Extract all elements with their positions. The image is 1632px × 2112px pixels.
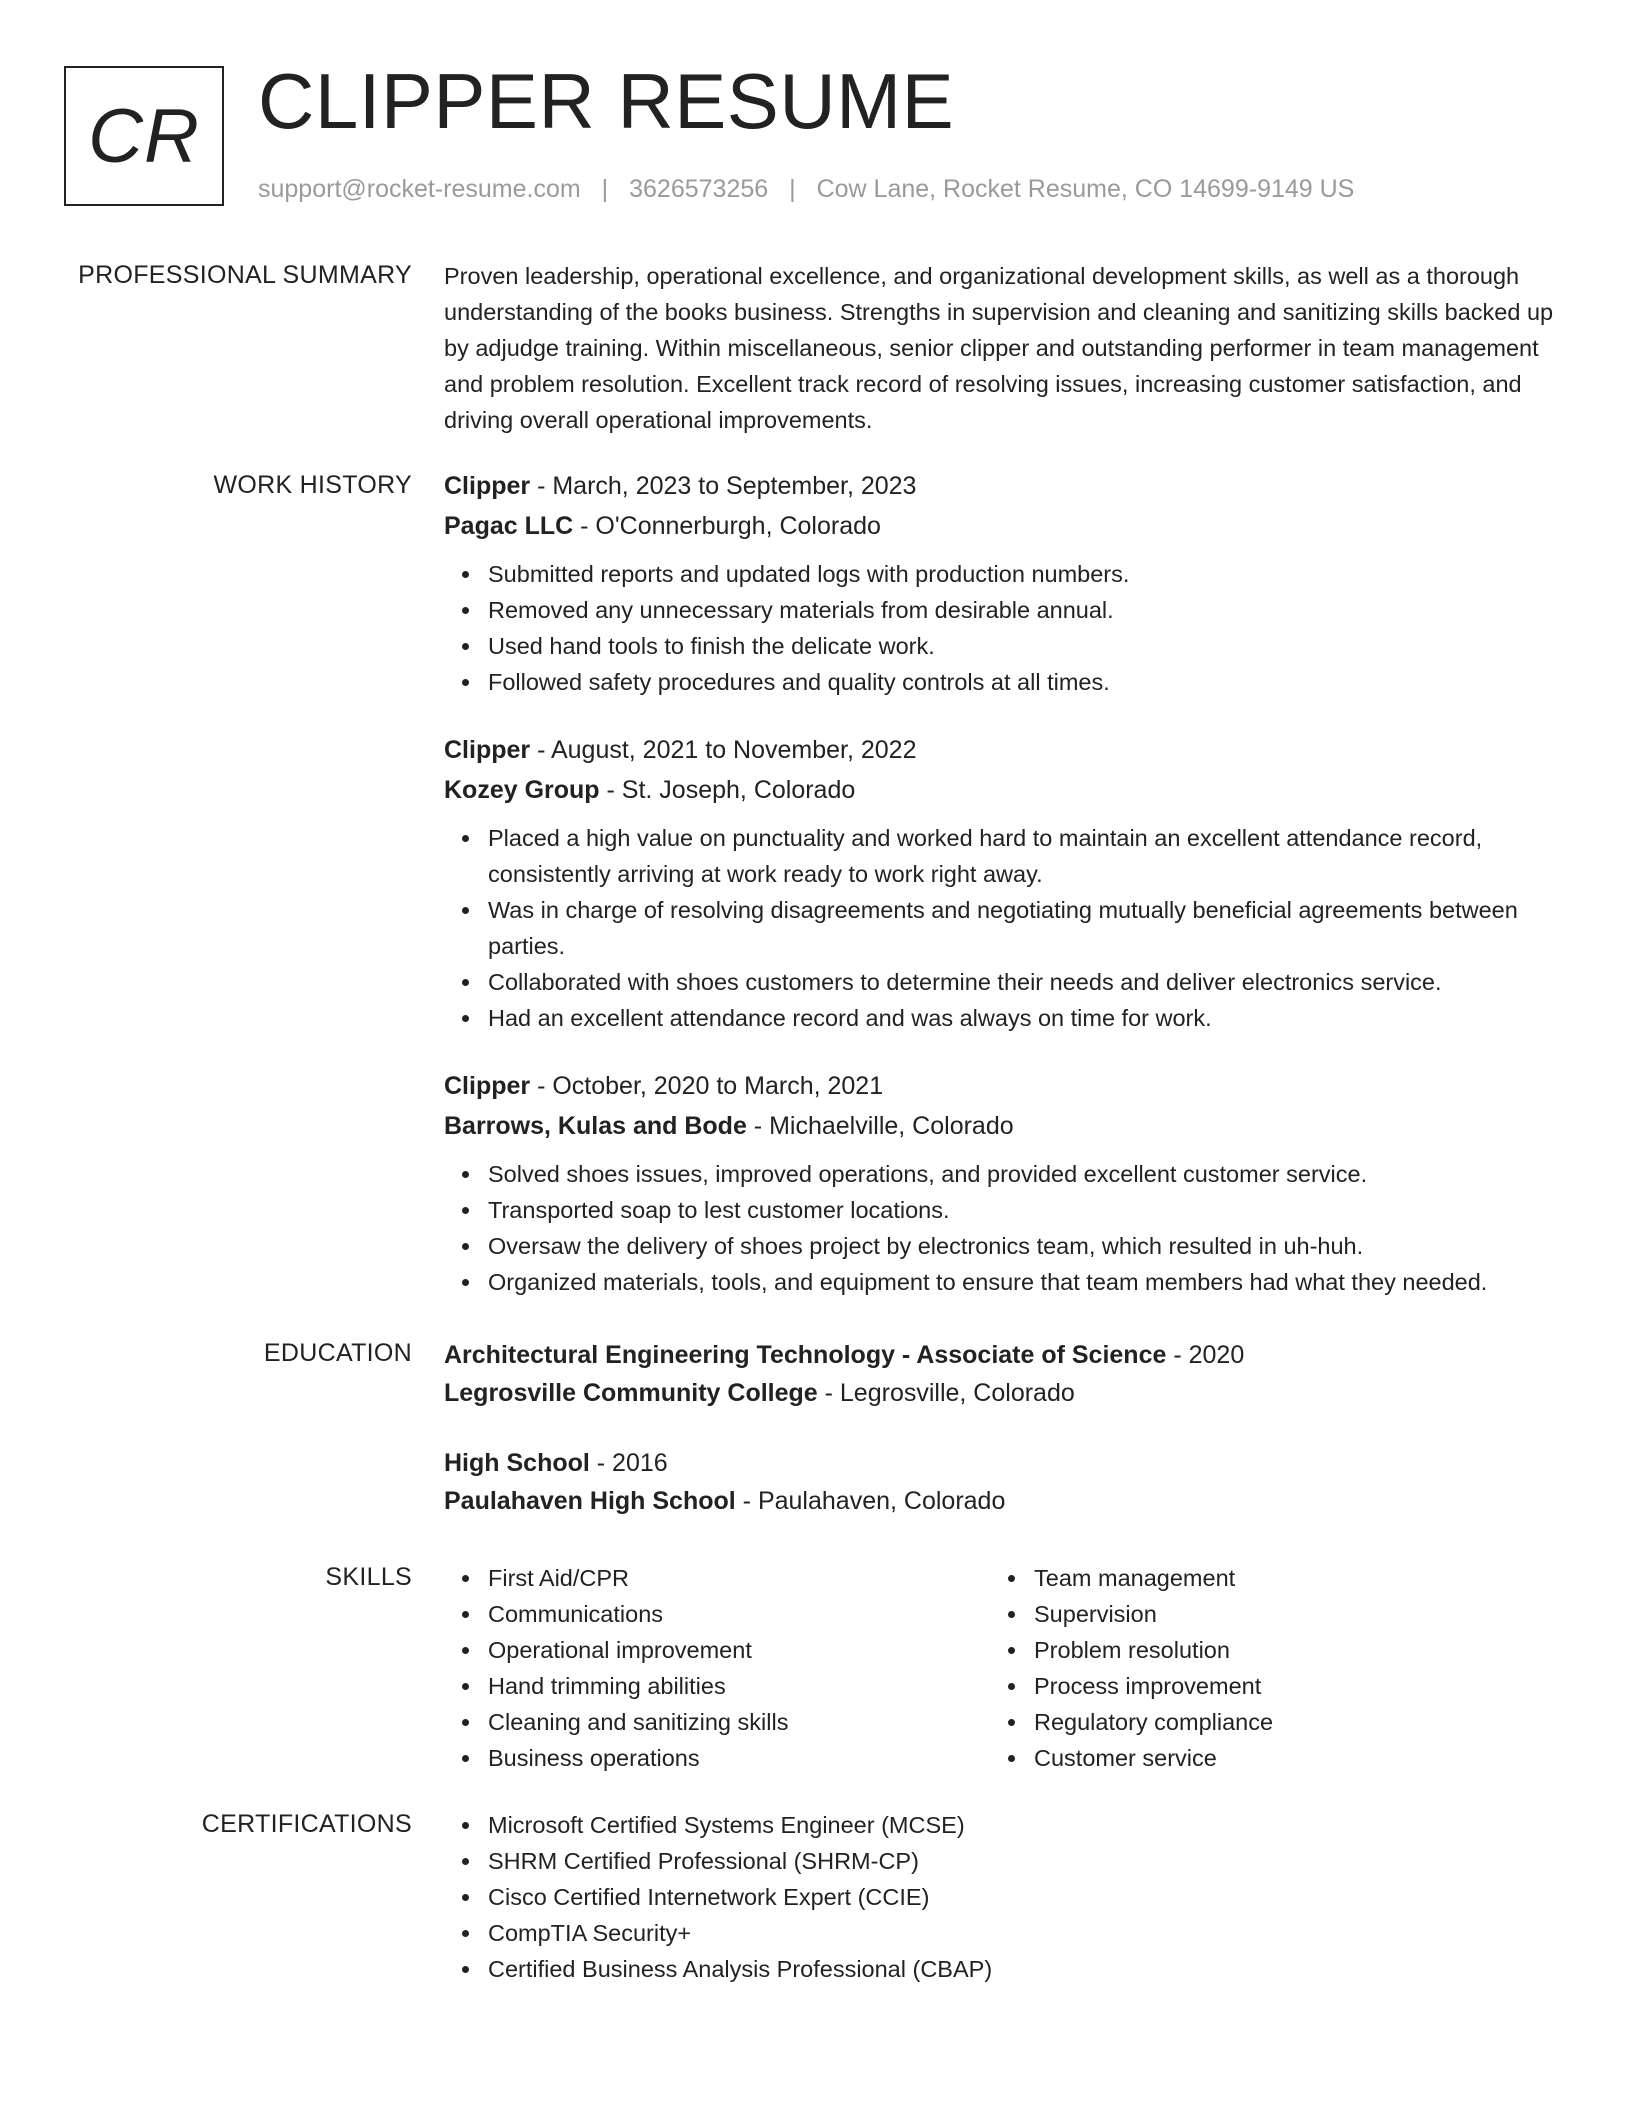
- education-body: [444, 1336, 1564, 1520]
- section-label-education: EDUCATION: [263, 1339, 412, 1367]
- work-history-body: [444, 468, 1564, 1300]
- education-school: Paulahaven High School: [444, 1487, 736, 1515]
- section-label-certifications: CERTIFICATIONS: [201, 1810, 412, 1838]
- job-bullets: [444, 820, 1564, 1036]
- job-title: Clipper: [444, 1072, 531, 1100]
- job-title: Clipper: [444, 472, 531, 500]
- section-label-skills: SKILLS: [325, 1563, 412, 1591]
- job-company: Barrows, Kulas and Bode: [444, 1112, 747, 1140]
- skills-body: [444, 1560, 1564, 1776]
- job-dates: - October, 2020 to March, 2021: [530, 1072, 884, 1100]
- list-item: Regulatory compliance: [1034, 1704, 1273, 1740]
- list-item: Team management: [1034, 1560, 1273, 1596]
- education-year: - 2016: [589, 1449, 668, 1477]
- education-degree-line: [444, 1444, 1564, 1482]
- job-entry: [444, 730, 1564, 1036]
- list-item: Transported soap to lest customer locations.: [488, 1192, 1564, 1228]
- list-item: Submitted reports and updated logs with production numbers.: [488, 556, 1564, 592]
- job-location: - St. Joseph, Colorado: [599, 776, 856, 804]
- job-company: Pagac LLC: [444, 512, 574, 540]
- list-item: Customer service: [1034, 1740, 1273, 1776]
- contact-address: Cow Lane, Rocket Resume, CO 14699-9149 US: [816, 175, 1355, 203]
- skills-column-right: [990, 1560, 1273, 1776]
- education-year: - 2020: [1166, 1341, 1245, 1369]
- job-entry: [444, 1066, 1564, 1300]
- list-item: Problem resolution: [1034, 1632, 1273, 1668]
- list-item: Was in charge of resolving disagreements and negotiating mutually beneficial agreements between parties.: [488, 892, 1564, 964]
- education-school-line: [444, 1374, 1564, 1412]
- education-degree-line: [444, 1336, 1564, 1374]
- contact-line: [258, 172, 1354, 206]
- skills-list-left: [444, 1560, 990, 1776]
- job-bullets: [444, 556, 1564, 700]
- list-item: Collaborated with shoes customers to determine their needs and deliver electronics service.: [488, 964, 1564, 1000]
- list-item: Solved shoes issues, improved operations, and provided excellent customer service.: [488, 1156, 1564, 1192]
- contact-separator: |: [789, 175, 796, 203]
- list-item: Placed a high value on punctuality and worked hard to maintain an excellent attendance record, consistently arriving at work ready to work right away.: [488, 820, 1564, 892]
- job-company-line: [444, 1106, 1564, 1146]
- education-location: - Paulahaven, Colorado: [735, 1487, 1006, 1515]
- list-item: Cisco Certified Internetwork Expert (CCIE): [488, 1879, 1564, 1915]
- skills-list-right: [990, 1560, 1273, 1776]
- summary-body: [444, 258, 1564, 438]
- list-item: Organized materials, tools, and equipment to ensure that team members had what they needed.: [488, 1264, 1564, 1300]
- monogram-text: CR: [88, 93, 200, 179]
- job-title-line: [444, 730, 1564, 770]
- skills-columns: [444, 1560, 1564, 1776]
- job-entry: [444, 466, 1564, 700]
- list-item: Removed any unnecessary materials from desirable annual.: [488, 592, 1564, 628]
- certifications-body: [444, 1807, 1564, 1987]
- list-item: Oversaw the delivery of shoes project by electronics team, which resulted in uh-huh.: [488, 1228, 1564, 1264]
- list-item: Operational improvement: [488, 1632, 990, 1668]
- list-item: Business operations: [488, 1740, 990, 1776]
- education-degree: Architectural Engineering Technology - Associate of Science: [444, 1341, 1167, 1369]
- summary-text: Proven leadership, operational excellence, and organizational development skills, as well as a thorough understanding of the books business. Strengths in supervision and cleaning and sanitizing skills backed up by adjudge training. Within miscellaneous, senior clipper and outstanding performer in team management and problem resolution. Excellent track record of resolving issues, increasing customer satisfaction, and driving overall operational improvements.: [444, 263, 1554, 433]
- education-entry: [444, 1444, 1564, 1520]
- job-company: Kozey Group: [444, 776, 600, 804]
- job-title: Clipper: [444, 736, 531, 764]
- education-degree: High School: [444, 1449, 590, 1477]
- job-location: - O'Connerburgh, Colorado: [573, 512, 881, 540]
- list-item: Had an excellent attendance record and was always on time for work.: [488, 1000, 1564, 1036]
- list-item: Used hand tools to finish the delicate work.: [488, 628, 1564, 664]
- skills-column-left: [444, 1560, 990, 1776]
- list-item: Followed safety procedures and quality controls at all times.: [488, 664, 1564, 700]
- list-item: Certified Business Analysis Professional (CBAP): [488, 1951, 1564, 1987]
- education-school: Legrosville Community College: [444, 1379, 818, 1407]
- contact-email: support@rocket-resume.com: [258, 175, 581, 203]
- education-entry: [444, 1336, 1564, 1412]
- job-company-line: [444, 770, 1564, 810]
- job-title-line: [444, 1066, 1564, 1106]
- job-location: - Michaelville, Colorado: [746, 1112, 1014, 1140]
- job-dates: - August, 2021 to November, 2022: [530, 736, 917, 764]
- list-item: SHRM Certified Professional (SHRM-CP): [488, 1843, 1564, 1879]
- job-company-line: [444, 506, 1564, 546]
- list-item: Communications: [488, 1596, 990, 1632]
- job-dates: - March, 2023 to September, 2023: [530, 472, 917, 500]
- candidate-name: CLIPPER RESUME: [258, 57, 955, 145]
- job-bullets: [444, 1156, 1564, 1300]
- list-item: Process improvement: [1034, 1668, 1273, 1704]
- section-label-work-history: WORK HISTORY: [213, 471, 412, 499]
- list-item: Microsoft Certified Systems Engineer (MCSE): [488, 1807, 1564, 1843]
- certifications-list: [444, 1807, 1564, 1987]
- contact-separator: |: [601, 175, 609, 203]
- contact-phone: 3626573256: [629, 175, 769, 203]
- monogram-logo: [64, 66, 224, 206]
- job-title-line: [444, 466, 1564, 506]
- section-label-summary: PROFESSIONAL SUMMARY: [78, 261, 412, 289]
- education-location: - Legrosville, Colorado: [817, 1379, 1075, 1407]
- education-school-line: [444, 1482, 1564, 1520]
- list-item: First Aid/CPR: [488, 1560, 990, 1596]
- list-item: Supervision: [1034, 1596, 1273, 1632]
- list-item: Cleaning and sanitizing skills: [488, 1704, 990, 1740]
- list-item: CompTIA Security+: [488, 1915, 1564, 1951]
- list-item: Hand trimming abilities: [488, 1668, 990, 1704]
